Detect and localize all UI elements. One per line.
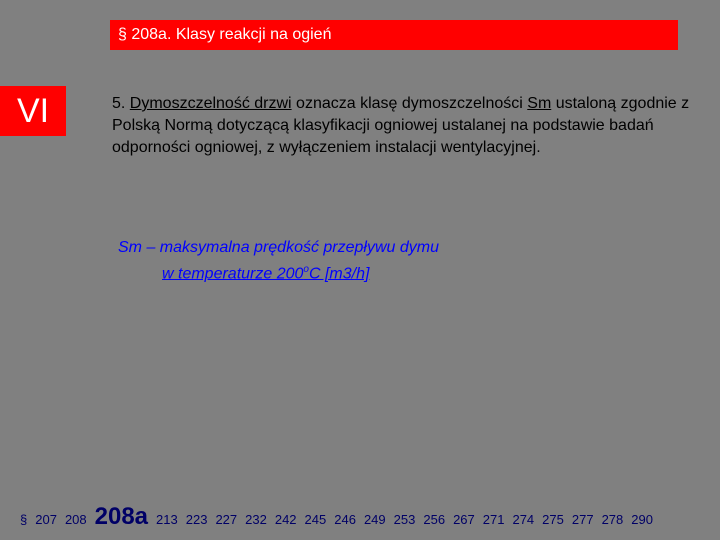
paragraph-number: 5.	[112, 95, 130, 112]
chapter-label: VI	[0, 86, 66, 136]
nav-link-242[interactable]: 242	[274, 512, 297, 527]
paragraph-rest-text: ustaloną zgodnie z Polską Normą dotyczącą klasyfikacji ogniowej ustalanej na podstawie badań odporności ogniowej, z wyłączeniem instalacji wentylacyjnej.	[112, 95, 690, 156]
nav-link-278[interactable]: 278	[601, 512, 624, 527]
nav-link-246[interactable]: 246	[334, 512, 356, 527]
page-title: § 208a. Klasy reakcji na ogień	[110, 20, 678, 50]
nav-link-271[interactable]: 271	[482, 512, 505, 527]
section-navigation	[20, 503, 661, 533]
nav-link-223[interactable]: 223	[185, 512, 208, 527]
nav-link-227[interactable]: 227	[215, 512, 238, 527]
nav-link-208[interactable]: 208	[64, 512, 87, 527]
definition-line-2	[118, 259, 439, 285]
nav-link-267[interactable]: 267	[453, 512, 475, 527]
nav-link-274[interactable]: 274	[512, 512, 535, 527]
section-sign: §	[20, 512, 28, 527]
nav-current-section[interactable]: 208a	[94, 503, 149, 530]
paragraph-text	[112, 93, 692, 159]
definition-temperature: w temperaturze 200	[162, 265, 304, 283]
nav-link-232[interactable]: 232	[245, 512, 267, 527]
nav-link-256[interactable]: 256	[423, 512, 446, 527]
definition-line-1: Sm – maksymalna prędkość przepływu dymu	[118, 239, 440, 256]
nav-link-207[interactable]: 207	[35, 512, 57, 527]
degree-superscript: o	[303, 264, 309, 275]
nav-link-290[interactable]: 290	[631, 512, 653, 527]
nav-link-253[interactable]: 253	[393, 512, 416, 527]
nav-link-249[interactable]: 249	[363, 512, 386, 527]
definition-unit: C [m3/h]	[308, 265, 370, 283]
paragraph-mid-text: oznacza klasę dymoszczelności	[291, 95, 528, 112]
nav-link-245[interactable]: 245	[304, 512, 327, 527]
nav-link-213[interactable]: 213	[156, 512, 178, 527]
term-door-smoke-tightness: Dymoszczelność drzwi	[129, 95, 292, 112]
sm-definition	[118, 237, 439, 285]
nav-link-277[interactable]: 277	[571, 512, 594, 527]
nav-link-275[interactable]: 275	[542, 512, 564, 527]
term-sm: Sm	[527, 95, 552, 112]
